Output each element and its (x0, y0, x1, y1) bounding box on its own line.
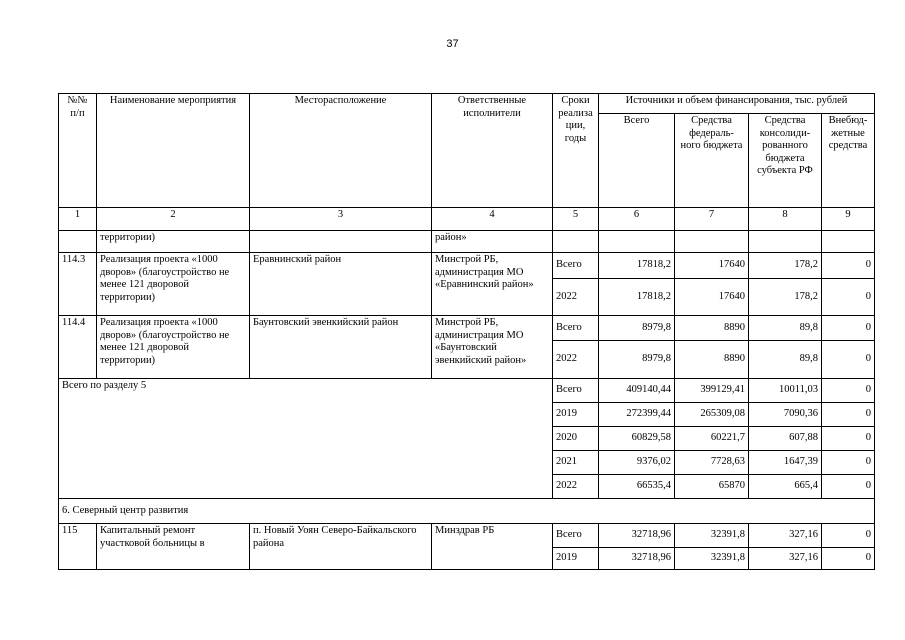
item-year: 2019 (553, 548, 599, 570)
table-row (59, 524, 875, 548)
item-name: Реализация проекта «1000 дворов» (благоустройство не менее 121 дворовой территории) (97, 316, 250, 379)
item-federal: 32391,8 (675, 524, 749, 548)
item-extra: 0 (822, 548, 875, 570)
section-total-federal: 7728,63 (675, 451, 749, 475)
header-col-location: Месторасположение (250, 94, 432, 208)
column-numbers-row (59, 208, 875, 231)
item-extra: 0 (822, 524, 875, 548)
header-col-responsible: Ответственные исполнители (432, 94, 553, 208)
section-total-extra: 0 (822, 427, 875, 451)
header-col-extra: Внебюд- жетные средства (822, 114, 875, 208)
item-federal: 8890 (675, 341, 749, 379)
continuation-responsible: район» (432, 231, 553, 253)
item-federal: 32391,8 (675, 548, 749, 570)
continuation-name: территории) (97, 231, 250, 253)
item-extra: 0 (822, 253, 875, 279)
item-location: Еравнинский район (250, 253, 432, 316)
column-number: 1 (59, 208, 97, 231)
item-total: 8979,8 (599, 341, 675, 379)
header-col-federal: Средства федераль- ного бюджета (675, 114, 749, 208)
section-total-year: 2022 (553, 475, 599, 499)
item-federal: 17640 (675, 279, 749, 316)
item-location: п. Новый Уоян Северо-Байкальского района (250, 524, 432, 570)
item-extra: 0 (822, 316, 875, 341)
section-total-year: Всего (553, 379, 599, 403)
continuation-row (59, 231, 875, 253)
section-total-total: 60829,58 (599, 427, 675, 451)
item-responsible: Минстрой РБ, администрация МО «Еравнинский район» (432, 253, 553, 316)
column-number: 4 (432, 208, 553, 231)
section-total-federal: 65870 (675, 475, 749, 499)
item-year: 2022 (553, 341, 599, 379)
header-col-total: Всего (599, 114, 675, 208)
table-row (59, 253, 875, 279)
column-number: 2 (97, 208, 250, 231)
section-total-total: 9376,02 (599, 451, 675, 475)
header-row-top (59, 94, 875, 114)
financing-table (58, 93, 875, 570)
page-number: 37 (446, 38, 459, 50)
section-total-extra: 0 (822, 403, 875, 427)
section-total-regional: 1647,39 (749, 451, 822, 475)
section-total-federal: 265309,08 (675, 403, 749, 427)
item-regional: 89,8 (749, 341, 822, 379)
section-total-year: 2019 (553, 403, 599, 427)
item-total: 8979,8 (599, 316, 675, 341)
item-responsible: Минздрав РБ (432, 524, 553, 570)
section-total-total: 409140,44 (599, 379, 675, 403)
item-regional: 178,2 (749, 279, 822, 316)
header-col-terms: Сроки реализа ции, годы (553, 94, 599, 208)
item-location: Баунтовский эвенкийский район (250, 316, 432, 379)
item-name: Капитальный ремонт участковой больницы в (97, 524, 250, 570)
section-total-extra: 0 (822, 379, 875, 403)
header-col-no: №№ п/п (59, 94, 97, 208)
section-total-extra: 0 (822, 475, 875, 499)
header-col-funding: Источники и объем финансирования, тыс. рублей (599, 94, 875, 114)
section-total-year: 2020 (553, 427, 599, 451)
section-heading: 6. Северный центр развития (59, 499, 875, 524)
item-extra: 0 (822, 341, 875, 379)
item-responsible: Минстрой РБ, администрация МО «Баунтовский эвенкийский район» (432, 316, 553, 379)
item-year: Всего (553, 316, 599, 341)
item-federal: 8890 (675, 316, 749, 341)
section-total-extra: 0 (822, 451, 875, 475)
item-regional: 178,2 (749, 253, 822, 279)
item-year: 2022 (553, 279, 599, 316)
column-number: 7 (675, 208, 749, 231)
item-regional: 327,16 (749, 524, 822, 548)
header-col-regional: Средства консолиди- рованного бюджета субъекта РФ (749, 114, 822, 208)
item-number: 114.3 (59, 253, 97, 316)
item-number: 114.4 (59, 316, 97, 379)
section-total-total: 66535,4 (599, 475, 675, 499)
section-total-regional: 607,88 (749, 427, 822, 451)
column-number: 8 (749, 208, 822, 231)
item-year: Всего (553, 253, 599, 279)
section-heading-row (59, 499, 875, 524)
item-regional: 89,8 (749, 316, 822, 341)
column-number: 3 (250, 208, 432, 231)
item-total: 32718,96 (599, 548, 675, 570)
section-total-federal: 60221,7 (675, 427, 749, 451)
column-number: 9 (822, 208, 875, 231)
section-total-regional: 665,4 (749, 475, 822, 499)
item-total: 17818,2 (599, 253, 675, 279)
column-number: 5 (553, 208, 599, 231)
section-total-total: 272399,44 (599, 403, 675, 427)
section-total-row (59, 379, 875, 403)
item-extra: 0 (822, 279, 875, 316)
section-total-year: 2021 (553, 451, 599, 475)
section-total-federal: 399129,41 (675, 379, 749, 403)
item-name: Реализация проекта «1000 дворов» (благоустройство не менее 121 дворовой территории) (97, 253, 250, 316)
table-row (59, 316, 875, 341)
item-total: 32718,96 (599, 524, 675, 548)
item-year: Всего (553, 524, 599, 548)
item-total: 17818,2 (599, 279, 675, 316)
section-total-regional: 7090,36 (749, 403, 822, 427)
header-col-name: Наименование мероприятия (97, 94, 250, 208)
item-federal: 17640 (675, 253, 749, 279)
item-regional: 327,16 (749, 548, 822, 570)
column-number: 6 (599, 208, 675, 231)
section-total-regional: 10011,03 (749, 379, 822, 403)
item-number: 115 (59, 524, 97, 570)
section-total-label: Всего по разделу 5 (59, 379, 553, 499)
